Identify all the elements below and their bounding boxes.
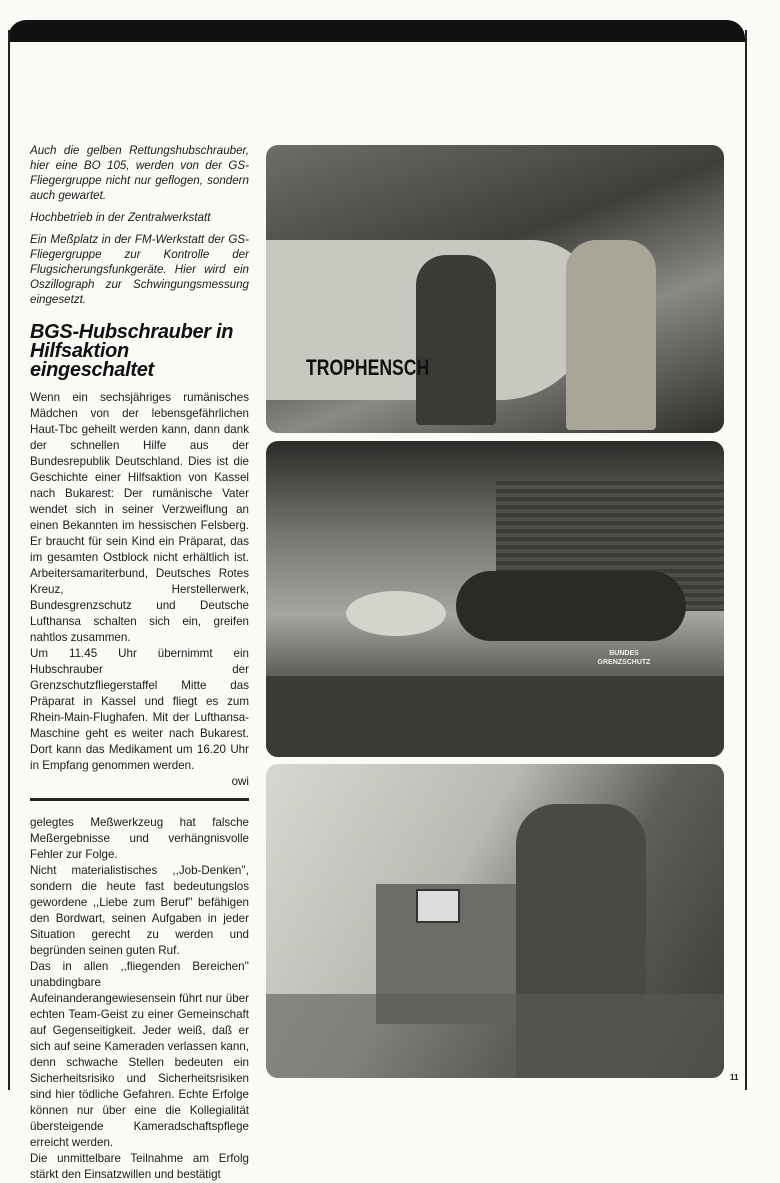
continued-text (30, 815, 249, 1183)
photo-helicopter-maintenance (266, 145, 724, 433)
continued-paragraph: gelegtes Meßwerkzeug hat falsche Meßergebnisse und verhängnisvolle Fehler zur Folge. (30, 816, 249, 861)
helicopter-body (456, 571, 686, 641)
article-headline: BGS-Hubschrauber in Hilfsaktion eingeschaltet (30, 321, 234, 381)
continued-paragraph: Das in allen ,,fliegenden Bereichen'' unabdingbare Aufeinanderangewiesensein führt nur über echten Team-Geist zu einer Gemeinschaft auf Gegenseitigkeit. Jeder weiß, daß er sich auf seine Kameraden verlassen kann, denn schwache Stellen bedeuten ein Sicherheitsrisiko und Sicherheitsrisiken sind hier tödliche Gefahren. Echte Erfolge können nur über eine die Kollegialität übersteigende Kameradschaftspflege erreicht werden. (30, 960, 249, 1149)
helicopter-lettering: TROPHENSCH (306, 355, 430, 380)
caption-3: Ein Meßplatz in der FM-Werkstatt der GS-Fliegergruppe zur Kontrolle der Flugsicherungsfunkgeräte. Hier wird ein Oszillograph zur Schwingungsmessung eingesetzt. (30, 233, 249, 306)
photo-captions (30, 143, 249, 307)
continued-paragraph: Die unmittelbare Teilnahme am Erfolg stärkt den Einsatzwillen und bestätigt (30, 1152, 249, 1181)
oscilloscope (416, 889, 460, 923)
photo-central-workshop (266, 441, 724, 757)
caption-2: Hochbetrieb in der Zentralwerkstatt (30, 211, 211, 224)
officer-figure (566, 240, 656, 430)
author-signature: owi (231, 775, 249, 788)
workbench (266, 994, 724, 1078)
divider-rule (30, 798, 249, 801)
continued-paragraph: Nicht materialistisches ,,Job-Denken'', sondern die heute fast bedeutungslos gewordene ,,Liebe zum Beruf'' befähigen den Bordwart, seinen Aufgaben in jeder Situation gerecht zu werden und begründen seinen guten Ruf. (30, 864, 249, 957)
page-number: 11 (730, 1073, 739, 1082)
aircraft-lettering: BUNDES GRENZSCHUTZ (597, 650, 651, 666)
article-paragraph: Um 11.45 Uhr übernimmt ein Hubschrauber der Grenzschutzfliegerstaffel Mitte das Präparat in Kassel und fliegt es zum Rhein-Main-Flughafen. Mit der Lufthansa-Maschine geht es weiter nach Bukarest. Dort kann das Medikament um 16.20 Uhr in Empfang genommen werden. (30, 647, 249, 772)
workshop-floor (266, 676, 724, 757)
text-column (30, 143, 249, 1183)
photo-measurement-station (266, 764, 724, 1078)
article-paragraph: Wenn ein sechsjähriges rumänisches Mädchen von der lebensgefährlichen Haut-Tbc geheilt werden kann, dann dank der schnellen Hilfe aus der Bundesrepublik Deutschland. Dies ist die Geschichte einer Hilfsaktion von Kassel nach Bukarest: Der rumänische Vater wendet sich in seiner Verzweiflung an einen Bekannten im hessischen Felsberg. Er braucht für sein Kind ein Präparat, das im gesamten Ostblock nicht erhältlich ist. Arbeitersamariterbund, Deutsches Rotes Kreuz, Herstellerwerk, Bundesgrenzschutz und Deutsche Lufthansa schalten sich ein, greifen nahtlos zusammen. (30, 391, 249, 644)
helicopter-body (346, 591, 446, 636)
caption-1: Auch die gelben Rettungshubschrauber, hier eine BO 105, werden von der GS-Fliegergruppe nicht nur geflogen, sondern auch gewartet. (30, 144, 249, 202)
article-body (30, 390, 249, 790)
mechanic-figure (416, 255, 496, 425)
